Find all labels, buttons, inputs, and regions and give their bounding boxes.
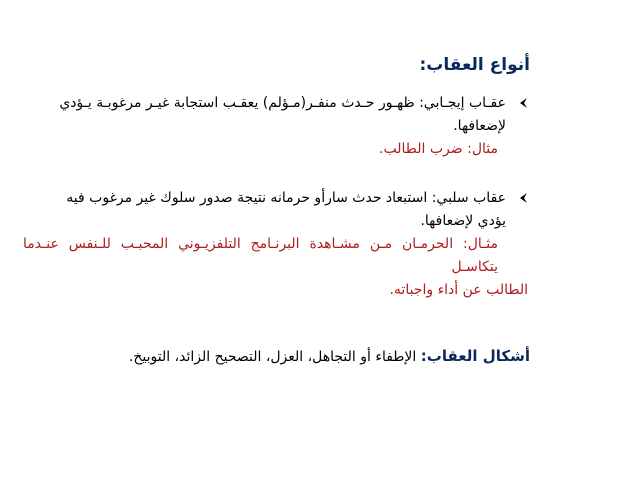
arrowhead-check-icon (516, 97, 528, 109)
punishment-forms (129, 345, 530, 368)
arrowhead-check-icon (516, 192, 528, 204)
slide-heading: أنواع العقاب: (419, 55, 530, 75)
forms-label: أشكال العقاب: (420, 347, 530, 365)
positive-example: مثال: ضرب الطالب. (379, 141, 498, 157)
bullet-line (23, 92, 528, 115)
bullet-positive-punishment (23, 92, 528, 161)
negative-example-line1: مثـال: الحرمـان مـن مشـاهدة البرنـامج التلفزيـوني المحبـب للـنفس عنـدما يتكاسـل (23, 236, 498, 275)
forms-text: الإطفاء أو التجاهل، العزل، التصحيح الزائد، التوبيخ. (128, 349, 421, 365)
positive-definition-line1: عقـاب إيجـابي: ظهـور حـدث منفـر(مـؤلم) يعقـب استجابة غيـر مرغوبـة يـؤدي (59, 95, 506, 111)
negative-example-line2: الطالب عن أداء واجباته. (389, 282, 528, 298)
negative-definition-line1: عقاب سلبي: استبعاد حدث سارأو حرمانه نتيجة صدور سلوك غير مرغوب فيه (66, 190, 506, 206)
positive-definition-line2: لإضعافها. (453, 118, 506, 134)
bullet-line (23, 187, 528, 210)
bullet-negative-punishment (23, 187, 528, 302)
negative-definition-line2: يؤدي لإضعافها. (420, 213, 506, 229)
